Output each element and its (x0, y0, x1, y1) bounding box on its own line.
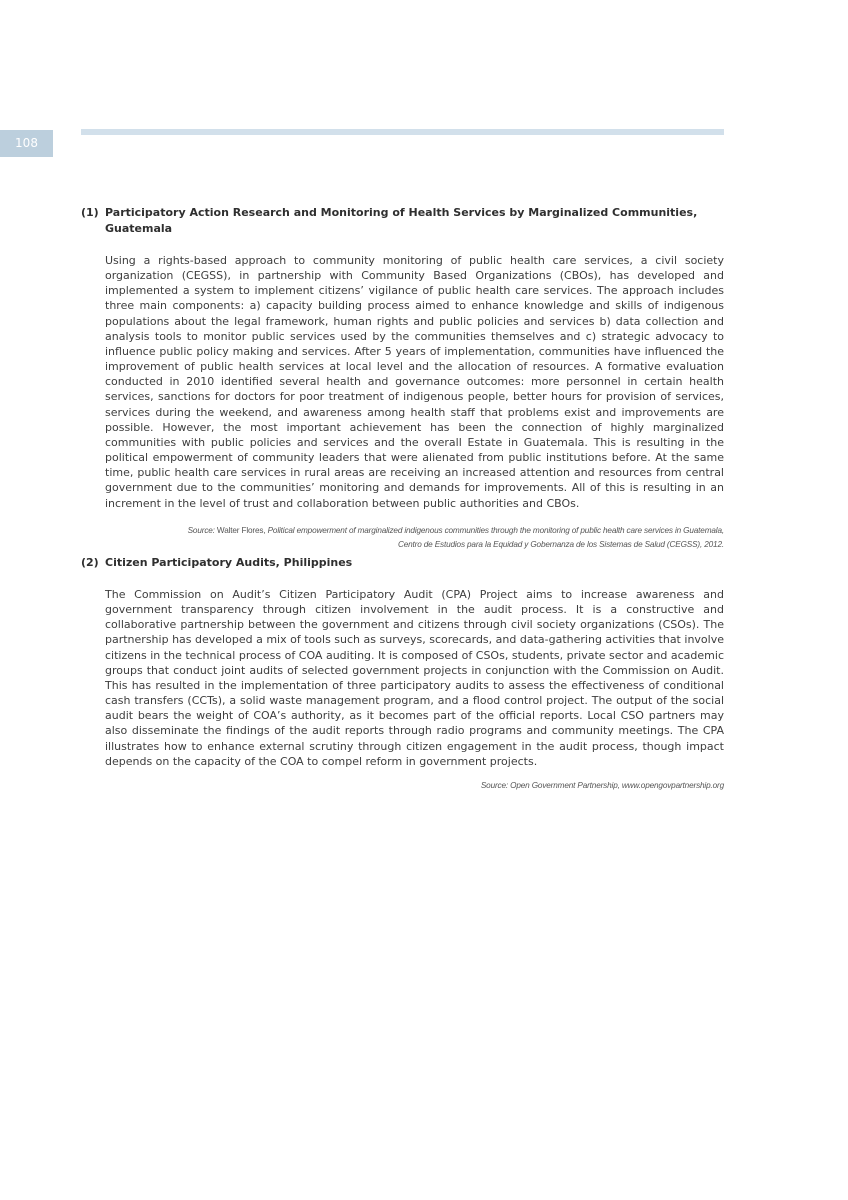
source-line-2: Centro de Estudios para la Equidad y Gobernanza de los Sistemas de Salud (CEGSS), 2012. (397, 539, 724, 549)
source-citation: Source: Open Government Partnership, www.opengovpartnership.org (480, 780, 724, 790)
source-line-1 (81, 524, 724, 538)
page-number: 108 (0, 130, 53, 157)
section-number: (2) (81, 556, 99, 569)
section-heading (81, 555, 724, 571)
section-body: The Commission on Audit’s Citizen Participatory Audit (CPA) Project aims to increase awareness and government transparency through citizen involvement in the audit process. It is a constructive and collaborative partnership between the government and citizens through civil society organizations (CSOs). The partnership has developed a mix of tools such as surveys, scorecards, and data-gathering activities that involve citizens in the technical process of COA auditing. It is composed of CSOs, students, private sector and academic groups that conduct joint audits of selected government projects in conjunction with the Commission on Audit. This has resulted in the implementation of three participatory audits to assess the effectiveness of conditional cash transfers (CCTs), a solid waste management program, and a flood control project. The output of the social audit bears the weight of COA’s authority, as it becomes part of the official reports. Local CSO partners may also disseminate the findings of the audit reports through radio programs and community meetings. The CPA illustrates how to enhance external scrutiny through citizen engagement in the audit process, though impact depends on the capacity of the COA to compel reform in government projects. (105, 588, 724, 768)
header-rule (81, 129, 724, 135)
section-heading (81, 205, 724, 237)
source-citation (81, 524, 724, 552)
section-title: Citizen Participatory Audits, Philippines (105, 556, 353, 569)
case-study-philippines (81, 555, 724, 793)
case-study-guatemala (81, 205, 724, 552)
source-author: Walter Flores, (216, 525, 266, 535)
source-title: Political empowerment of marginalized indigenous communities through the monitoring of public health care services in Guatemala, (267, 525, 724, 535)
section-body: Using a rights-based approach to community monitoring of public health care services, a civil society organization (CEGSS), in partnership with Community Based Organizations (CBOs), has developed and implemented a system to implement citizens’ vigilance of public health care services. The approach includes three main components: a) capacity building process aimed to enhance knowledge and skills of indigenous populations about the legal framework, human rights and public policies and services b) data collection and analysis tools to monitor public services used by the communities themselves and c) strategic advocacy to influence public policy making and services. After 5 years of implementation, communities have influenced the improvement of public health services at local level and the allocation of resources. A formative evaluation conducted in 2010 identified several health and governance outcomes: more personnel in certain health services, sanctions for doctors for poor treatment of indigenous people, better hours for provision of services, services during the weekend, and awareness among health staff that problems exist and improvements are possible. However, the most important achievement has been the connection of highly marginalized communities with public policies and services and the overall Estate in Guatemala. This is resulting in the political empowerment of community leaders that were alienated from public institutions before. At the same time, public health care services in rural areas are receiving an increased attention and resources from central government due to the communities’ monitoring and demands for improvements. All of this is resulting in an increment in the level of trust and collaboration between public authorities and CBOs. (105, 254, 724, 510)
section-number: (1) (81, 206, 99, 219)
section-title: Participatory Action Research and Monitoring of Health Services by Marginalized Communities, Guatemala (105, 206, 698, 235)
source-label: Source: (187, 525, 215, 535)
